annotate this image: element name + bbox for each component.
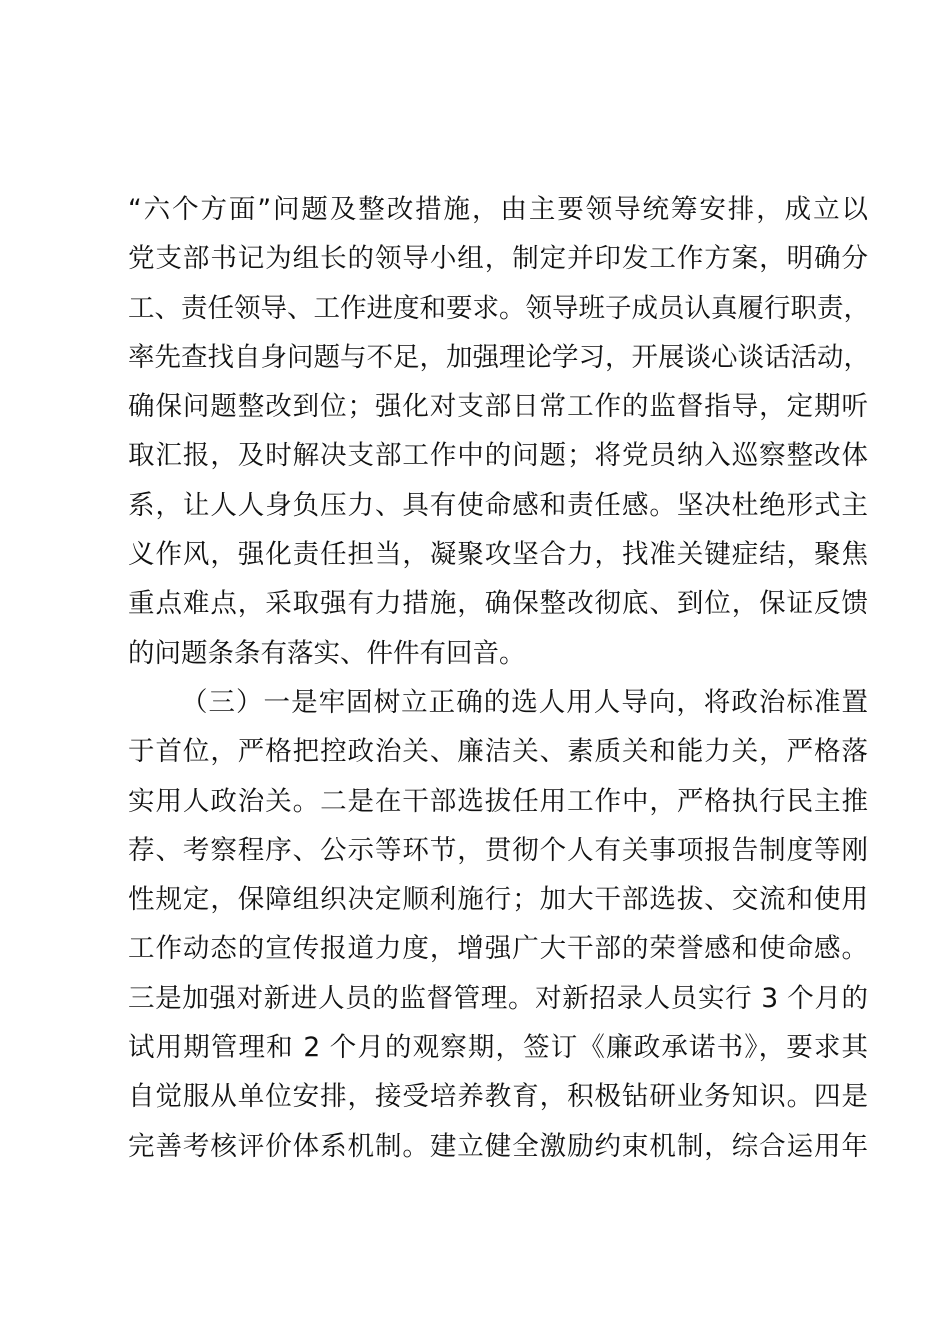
paragraph-line: 荐、考察程序、公示等环节，贯彻个人有关事项报告制度等刚 (128, 834, 868, 866)
paragraph-line: 党支部书记为组长的领导小组，制定并印发工作方案，明确分 (128, 243, 868, 275)
paragraph-line: 自觉服从单位安排，接受培养教育，积极钻研业务知识。四是 (128, 1081, 868, 1113)
paragraph-line: 工、责任领导、工作进度和要求。领导班子成员认真履行职责， (128, 292, 870, 324)
paragraph-line: 重点难点，采取强有力措施，确保整改彻底、到位，保证反馈 (128, 588, 868, 620)
paragraph-line: “六个方面”问题及整改措施，由主要领导统筹安排，成立以 (128, 194, 868, 225)
paragraph-line: 率先查找自身问题与不足，加强理论学习，开展谈心谈话活动， (128, 341, 870, 373)
paragraph-line: 工作动态的宣传报道力度，增强广大干部的荣誉感和使命感。 (128, 933, 868, 965)
paragraph-line: 义作风，强化责任担当，凝聚攻坚合力，找准关键症结，聚焦 (128, 539, 868, 571)
paragraph-line: 系，让人人身负压力、具有使命感和责任感。坚决杜绝形式主 (128, 489, 868, 521)
paragraph-line: 取汇报，及时解决支部工作中的问题；将党员纳入巡察整改体 (128, 440, 868, 472)
paragraph-line: 试用期管理和 2 个月的观察期，签订《廉政承诺书》，要求其 (128, 1032, 868, 1064)
paragraph-line: （三）一是牢固树立正确的选人用人导向，将政治标准置 (181, 686, 868, 718)
paragraph-line: 性规定，保障组织决定顺利施行；加大干部选拔、交流和使用 (128, 884, 868, 916)
paragraph-line: 实用人政治关。二是在干部选拔任用工作中，严格执行民主推 (128, 785, 868, 817)
paragraph-line: 三是加强对新进人员的监督管理。对新招录人员实行 3 个月的 (128, 982, 868, 1014)
paragraph-line: 确保问题整改到位；强化对支部日常工作的监督指导，定期听 (128, 391, 868, 423)
paragraph-line: 于首位，严格把控政治关、廉洁关、素质关和能力关，严格落 (128, 736, 868, 768)
paragraph-line: 完善考核评价体系机制。建立健全激励约束机制，综合运用年 (128, 1130, 868, 1162)
paragraph-line: 的问题条条有落实、件件有回音。 (128, 637, 526, 669)
body-text (128, 185, 868, 1171)
